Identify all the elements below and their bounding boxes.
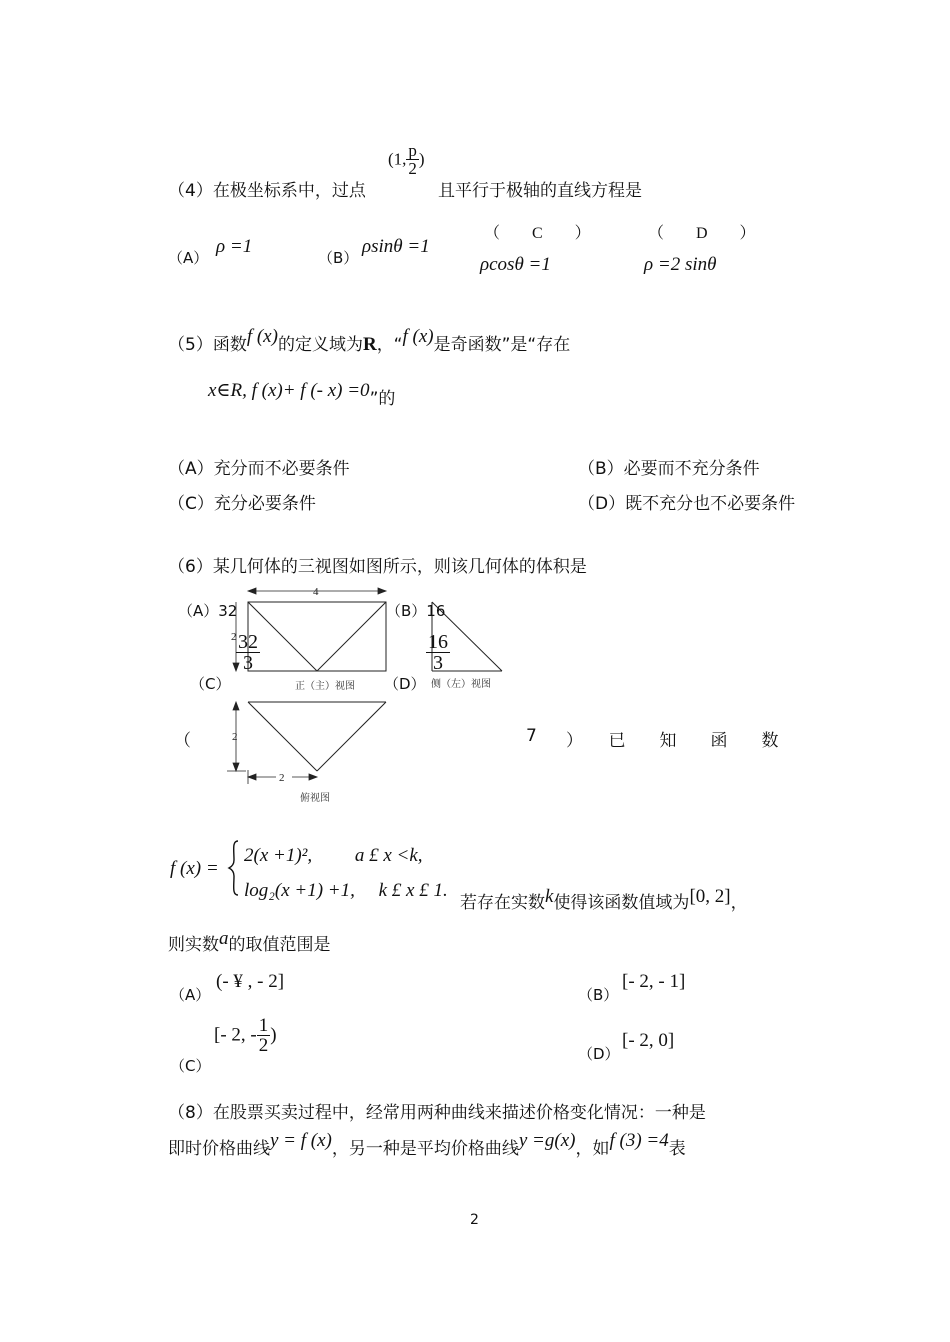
dim-2b-label: 2 <box>232 731 238 743</box>
q5-stem: （5）函数f (x)的定义域为R，“f (x)是奇函数”是“存在 <box>168 326 571 355</box>
q6-optB: （B）16 <box>386 602 446 620</box>
q4-optC: ρcosθ =1 <box>480 254 551 275</box>
q4-stem-tail: 且平行于极轴的直线方程是 <box>438 181 642 201</box>
q5-optB: （B）必要而不充分条件 <box>578 459 760 479</box>
q5-optA: （A）充分而不必要条件 <box>168 459 350 479</box>
q7-optC: [- 2, - $\frac{1}{2}$ ) <box>214 1015 277 1056</box>
q4-optA-label: （A） <box>168 249 209 267</box>
q4-point: (1, $\frac{p}{2}$ ) <box>388 141 425 178</box>
q4-optB: ρsinθ =1 <box>362 236 430 257</box>
q7-brace <box>226 838 242 898</box>
side-view-label: 侧（左）视图 <box>431 679 491 690</box>
q4-stem: （4）在极坐标系中，过点 <box>168 181 366 201</box>
q7-piece1: 2(x +1)², a £ x <k, <box>244 845 423 866</box>
q6-optC-label: （C） <box>190 675 231 693</box>
page-number: 2 <box>470 1212 479 1228</box>
q6-optD-frac: $\frac{16}{3}$ <box>428 631 448 674</box>
top-view <box>248 702 386 771</box>
q6-optA: （A）32 <box>178 602 238 620</box>
q6-optC-frac: $\frac{32}{3}$ <box>238 631 258 674</box>
front-view-label: 正（主）视图 <box>295 681 355 692</box>
dim-4-label: 4 <box>313 586 319 598</box>
q4-optD-label: （ D ） <box>648 225 756 242</box>
q4-optC-label: （ C ） <box>484 225 591 242</box>
q4-optB-label: （B） <box>318 249 359 267</box>
q7-tail: 若存在实数k使得该函数值域为[0, 2]， <box>460 886 748 913</box>
q7-optB: [- 2, - 1] <box>622 971 686 992</box>
q7-optC-label: （C） <box>170 1057 211 1075</box>
q7-optA: (- ¥ , - 2] <box>216 971 285 992</box>
q7-optA-label: （A） <box>170 986 211 1004</box>
q7-optD-label: （D） <box>578 1045 620 1063</box>
q7-rest: ） 已 知 函 数 <box>566 731 779 751</box>
q5-optD: （D）既不充分也不必要条件 <box>578 494 796 514</box>
q4-optA: ρ =1 <box>216 236 253 257</box>
q4-optD: ρ =2 sinθ <box>644 254 717 275</box>
q5-line2: x∈R, f (x)+ f (- x) =0”的 <box>208 380 396 409</box>
dim-2c-label: 2 <box>279 772 285 784</box>
dim-2a-label: 2 <box>231 631 237 643</box>
q7-f-lhs: f (x) = <box>170 858 219 879</box>
q7-lead: （ <box>174 731 191 751</box>
q7-optB-label: （B） <box>578 986 619 1004</box>
q6-optD-label: （D） <box>384 675 426 693</box>
three-view-figure <box>222 580 512 810</box>
q7-piece2: log₂(x +1) +1, k £ x £ 1. <box>244 880 448 901</box>
top-view-label: 俯视图 <box>300 793 330 804</box>
front-view <box>248 602 386 671</box>
q7-line3: 则实数a的取值范围是 <box>168 928 331 955</box>
q8-line2: 即时价格曲线y = f (x)，另一种是平均价格曲线y =g(x)，如f (3) =4表 <box>168 1130 686 1159</box>
q6-stem: （6）某几何体的三视图如图所示，则该几何体的体积是 <box>168 557 587 577</box>
q5-optC: （C）充分必要条件 <box>168 494 316 514</box>
q7-optD: [- 2, 0] <box>622 1030 675 1051</box>
q8-line1: （8）在股票买卖过程中，经常用两种曲线来描述价格变化情况：一种是 <box>168 1103 706 1123</box>
q7-num: 7 <box>526 726 537 746</box>
